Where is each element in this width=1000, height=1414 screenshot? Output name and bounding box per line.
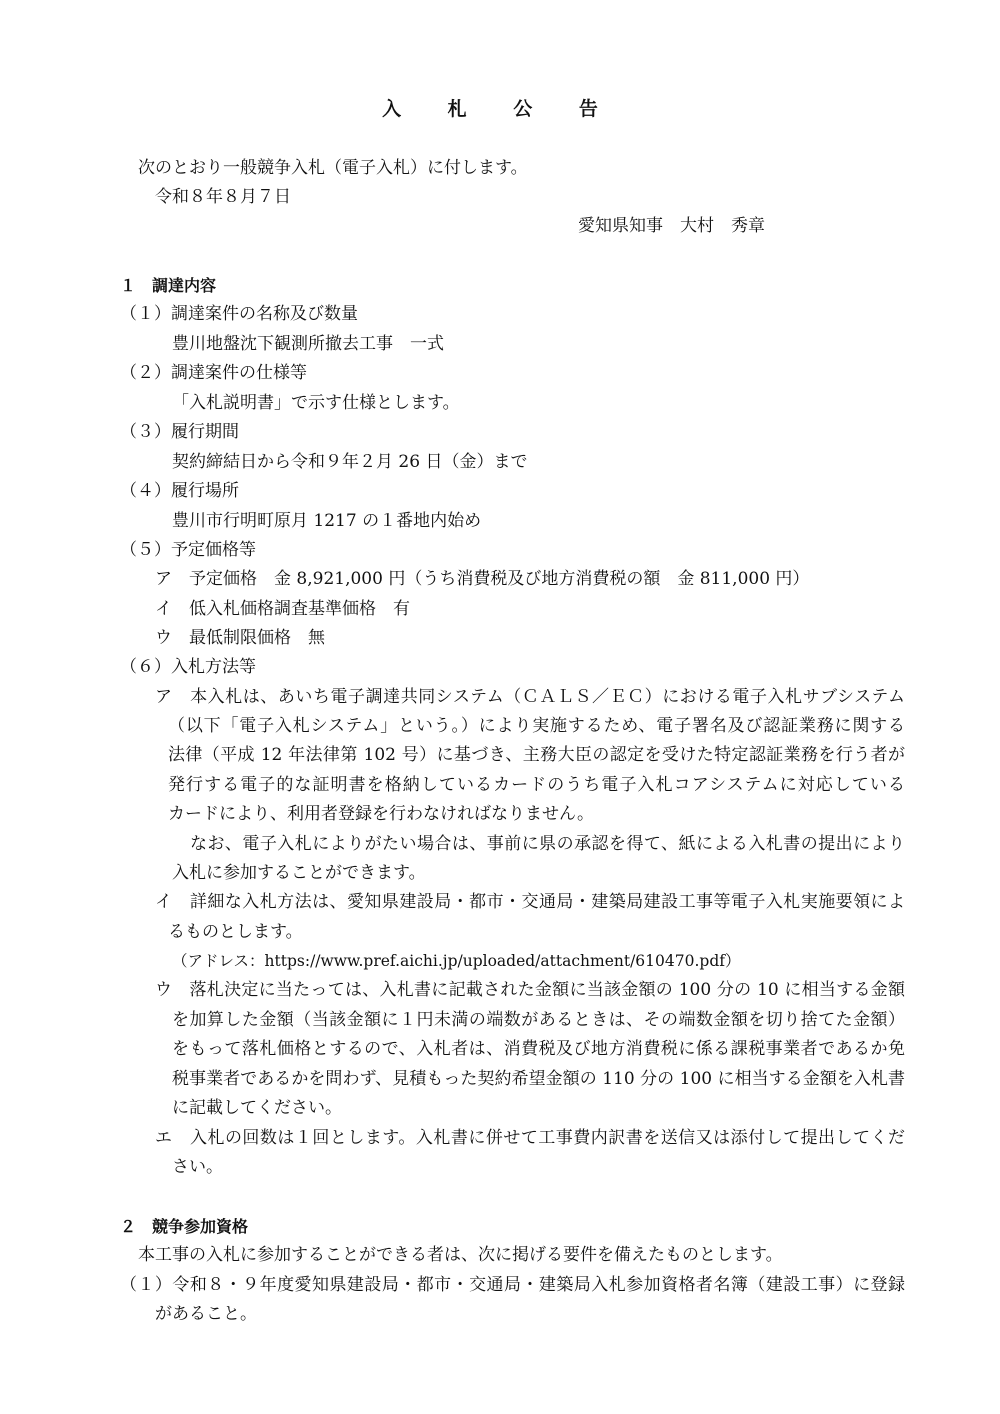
item-1-6-i-line: イ 詳細な入札方法は、愛知県建設局・都市・交通局・建築局建設工事等電子入札実施要領によ (155, 892, 905, 912)
notice-issuer: 愛知県知事 大村 秀章 (578, 216, 765, 236)
item-1-6-a-line: 発行する電子的な証明書を格納しているカードのうち電子入札コアシステムに対応している (168, 775, 905, 795)
item-1-6-i-line: るものとします。 (168, 922, 303, 942)
item-1-5-u: ウ 最低制限価格 無 (155, 628, 325, 648)
item-1-5-label: （５）予定価格等 (120, 540, 256, 560)
section-2-heading: ２ 競争参加資格 (120, 1217, 249, 1236)
item-1-6-a-note: 入札に参加することができます。 (172, 863, 426, 883)
notice-date: 令和８年８月７日 (155, 187, 291, 207)
notice-title: 入 札 公 告 (382, 98, 618, 120)
item-1-6-a-note: なお、電子入札によりがたい場合は、事前に県の承認を得て、紙による入札書の提出により (190, 834, 905, 854)
item-1-6-u-line: 税事業者であるかを問わず、見積もった契約希望金額の 110 分の 100 に相当する金額を入札書 (172, 1069, 905, 1089)
section-2-intro: 本工事の入札に参加することができる者は、次に掲げる要件を備えたものとします。 (138, 1245, 783, 1265)
item-1-2-text: 「入札説明書」で示す仕様とします。 (172, 393, 460, 413)
item-1-6-u-line: を加算した金額（当該金額に１円未満の端数があるときは、その端数金額を切り捨てた金額） (172, 1010, 905, 1030)
item-1-5-a: ア 予定価格 金 8,921,000 円（うち消費税及び地方消費税の額 金 811,000 円） (155, 569, 810, 589)
item-1-1-label: （１）調達案件の名称及び数量 (120, 304, 358, 324)
item-1-1-text: 豊川地盤沈下観測所撤去工事 一式 (172, 334, 444, 354)
item-1-6-address: （アドレス：https://www.pref.aichi.jp/uploaded/attachment/610470.pdf） (172, 952, 741, 970)
item-1-5-i: イ 低入札価格調査基準価格 有 (155, 599, 410, 619)
item-1-2-label: （２）調達案件の仕様等 (120, 363, 307, 383)
item-2-1-line: （１）令和８・９年度愛知県建設局・都市・交通局・建築局入札参加資格者名簿（建設工事）に登録 (120, 1275, 905, 1295)
item-1-6-a-line: カードにより、利用者登録を行わなければなりません。 (168, 804, 595, 824)
item-1-6-u-line: をもって落札価格とするので、入札者は、消費税及び地方消費税に係る課税事業者であるか免 (172, 1039, 905, 1059)
section-1-heading: １ 調達内容 (120, 276, 217, 295)
notice-intro: 次のとおり一般競争入札（電子入札）に付します。 (138, 158, 528, 178)
item-1-6-e-line: エ 入札の回数は１回とします。入札書に併せて工事費内訳書を送信又は添付して提出してくだ (155, 1128, 905, 1148)
item-2-1-line: があること。 (155, 1304, 257, 1324)
item-1-6-a-line: ア 本入札は、あいち電子調達共同システム（ＣＡＬＳ／ＥＣ）における電子入札サブシステム (155, 687, 905, 707)
item-1-6-label: （６）入札方法等 (120, 657, 256, 677)
item-1-6-a-line: （以下「電子入札システム」という。）により実施するため、電子署名及び認証業務に関する (168, 716, 905, 736)
item-1-3-label: （３）履行期間 (120, 422, 239, 442)
item-1-3-text: 契約締結日から令和９年２月 26 日（金）まで (172, 452, 528, 472)
item-1-6-u-line: に記載してください。 (172, 1098, 342, 1118)
item-1-4-text: 豊川市行明町原月 1217 の１番地内始め (172, 511, 482, 531)
item-1-6-u-line: ウ 落札決定に当たっては、入札書に記載された金額に当該金額の 100 分の 10 に相当する金額 (155, 980, 905, 1000)
item-1-6-a-line: 法律（平成 12 年法律第 102 号）に基づき、主務大臣の認定を受けた特定認証業務を行う者が (168, 745, 905, 765)
item-1-6-e-line: さい。 (172, 1157, 223, 1177)
item-1-4-label: （４）履行場所 (120, 481, 239, 501)
